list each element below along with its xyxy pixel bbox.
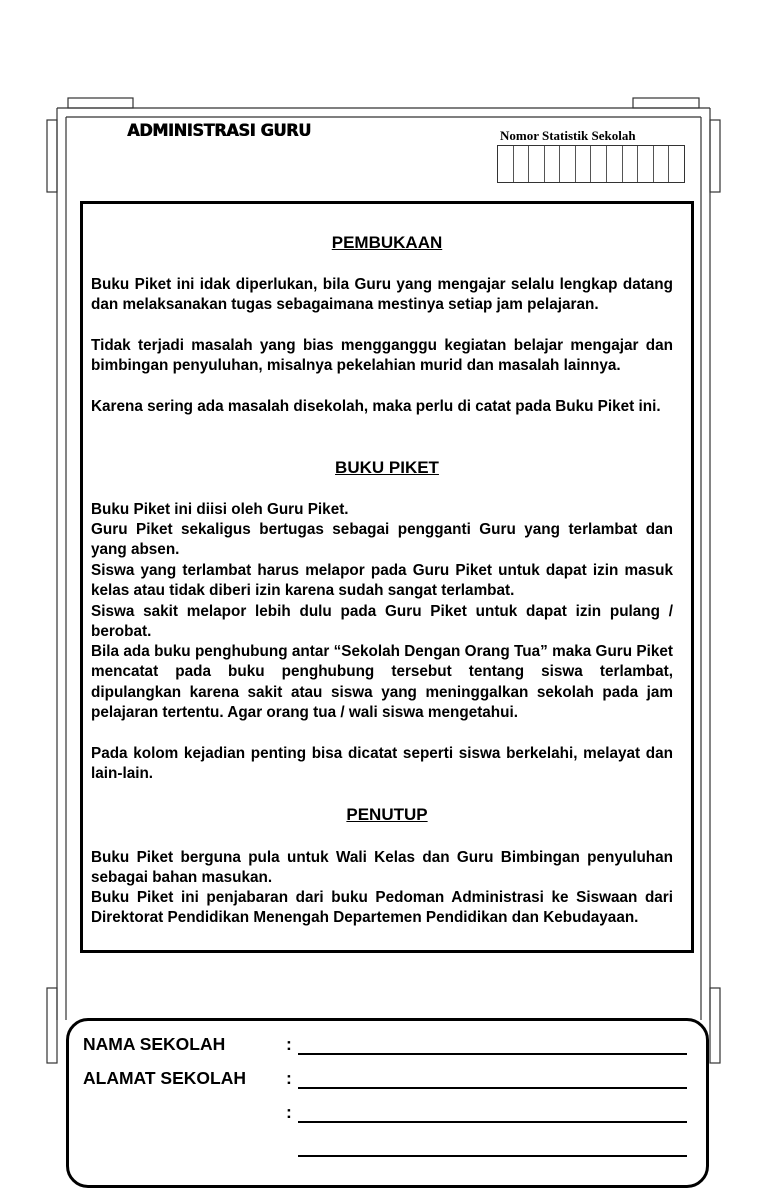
paragraph: Tidak terjadi masalah yang bias mengganggu kegiatan belajar mengajar dan bimbingan penyuluhan, misalnya pekelahian murid dan masalah lainnya. — [91, 337, 673, 375]
nss-label: Nomor Statistik Sekolah — [500, 128, 636, 143]
nss-cell[interactable] — [576, 146, 592, 182]
nss-cell[interactable] — [623, 146, 639, 182]
alamat-sekolah-label: ALAMAT SEKOLAH — [83, 1068, 246, 1088]
nss-cell[interactable] — [669, 146, 684, 182]
nss-cell[interactable] — [654, 146, 670, 182]
nama-sekolah-label: NAMA SEKOLAH — [83, 1034, 226, 1054]
nss-cell[interactable] — [529, 146, 545, 182]
section-title-buku-piket: BUKU PIKET — [335, 458, 439, 477]
nss-cell[interactable] — [607, 146, 623, 182]
nss-cell[interactable] — [514, 146, 530, 182]
alamat-sekolah-field[interactable] — [298, 1087, 687, 1089]
paragraph: Karena sering ada masalah disekolah, maka perlu di catat pada Buku Piket ini. — [91, 398, 661, 415]
nss-input-grid[interactable] — [497, 145, 685, 183]
section-title-pembukaan: PEMBUKAAN — [331, 233, 443, 252]
paragraph: Siswa yang terlambat harus melapor pada Guru Piket untuk dapat izin masuk kelas atau tidak diberi izin karena sudah sangat terlambat. — [91, 562, 673, 600]
nss-cell[interactable] — [638, 146, 654, 182]
colon: : — [286, 1068, 292, 1088]
nss-cell[interactable] — [560, 146, 576, 182]
nss-cell[interactable] — [545, 146, 561, 182]
header-title: ADMINISTRASI GURU — [127, 121, 311, 141]
section-title-penutup: PENUTUP — [346, 805, 428, 824]
paragraph: Guru Piket sekaligus bertugas sebagai pengganti Guru yang terlambat dan yang absen. — [91, 521, 673, 559]
paragraph: Bila ada buku penghubung antar “Sekolah Dengan Orang Tua” maka Guru Piket mencatat pada buku penghubung tersebut tentang siswa terlambat, dipulangkan karena sakit atau siswa yang meninggalkan sekolah pada jam pelajaran tertentu. Agar orang tua / wali siswa mengetahui. — [91, 643, 673, 721]
paragraph: Buku Piket ini idak diperlukan, bila Guru yang mengajar selalu lengkap datang dan melaksanakan tugas sebagaimana mestinya setiap jam pelajaran. — [91, 276, 673, 314]
colon: : — [286, 1102, 292, 1122]
paragraph: Buku Piket ini penjabaran dari buku Pedoman Administrasi ke Siswaan dari Direktorat Pendidikan Menengah Departemen Pendidikan dan Kebudayaan. — [91, 889, 673, 927]
nss-cell[interactable] — [591, 146, 607, 182]
content-box — [80, 201, 694, 953]
paragraph: Buku Piket ini diisi oleh Guru Piket. — [91, 501, 349, 518]
paragraph: Pada kolom kejadian penting bisa dicatat seperti siswa berkelahi, melayat dan lain-lain. — [91, 745, 673, 783]
nama-sekolah-field[interactable] — [298, 1053, 687, 1055]
colon: : — [286, 1034, 292, 1054]
paragraph: Buku Piket berguna pula untuk Wali Kelas dan Guru Bimbingan penyuluhan sebagai bahan masukan. — [91, 849, 673, 887]
nss-cell[interactable] — [498, 146, 514, 182]
paragraph: Siswa sakit melapor lebih dulu pada Guru Piket untuk dapat izin pulang / berobat. — [91, 603, 673, 641]
alamat-sekolah-field-line-3[interactable] — [298, 1155, 687, 1157]
alamat-sekolah-field-line-2[interactable] — [298, 1121, 687, 1123]
